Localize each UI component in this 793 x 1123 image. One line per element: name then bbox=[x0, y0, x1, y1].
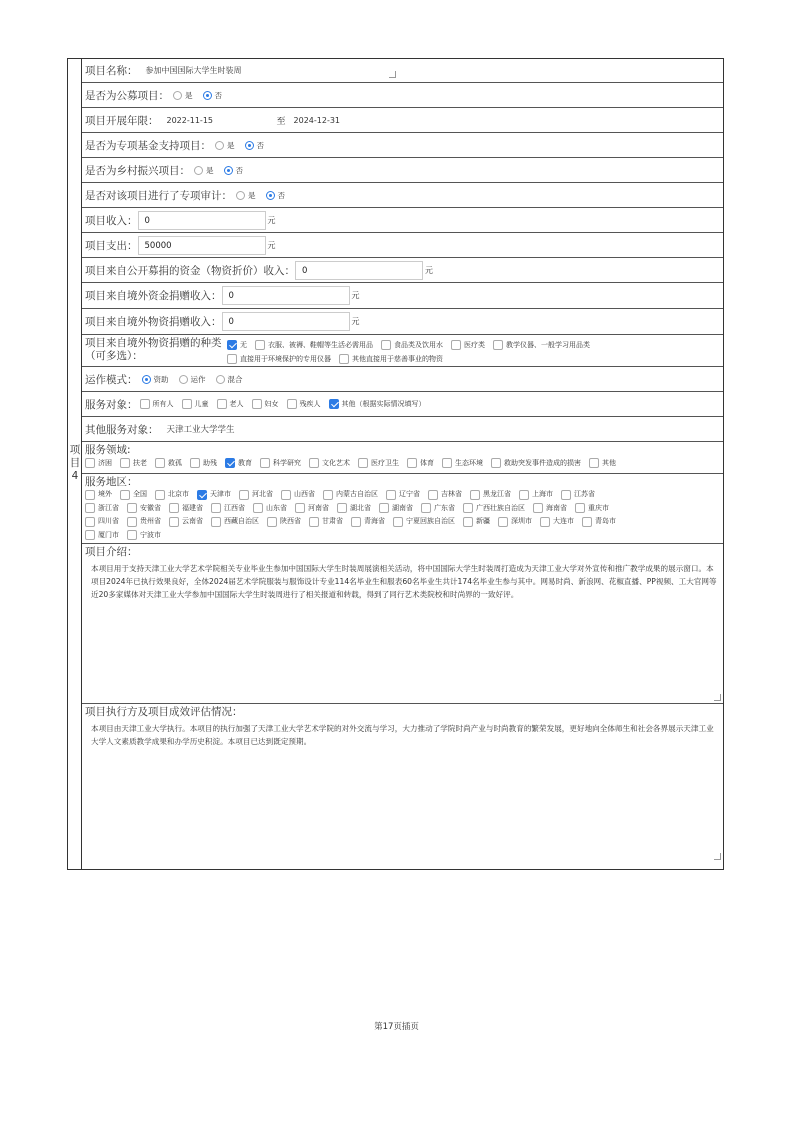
service-target-option-text: 儿童 bbox=[194, 400, 209, 408]
service-region-option[interactable] bbox=[470, 488, 519, 502]
rural-label: 是否为乡村振兴项目： bbox=[85, 164, 190, 177]
row-audit bbox=[82, 183, 723, 208]
service-region-checkbox[interactable] bbox=[295, 503, 305, 513]
service-region-option[interactable] bbox=[85, 515, 127, 529]
service-region-option-text: 宁夏回族自治区 bbox=[406, 517, 455, 525]
foreign-goods-label: 项目来自境外物资捐赠收入： bbox=[85, 316, 222, 328]
project-index-column bbox=[68, 59, 82, 869]
service-region-checkbox[interactable] bbox=[323, 490, 333, 500]
service-region-option[interactable] bbox=[253, 502, 295, 516]
service-region-checkbox[interactable] bbox=[463, 503, 473, 513]
service-region-checkbox[interactable] bbox=[393, 517, 403, 527]
goods-types-options bbox=[227, 335, 723, 366]
public-fund-unit: 元 bbox=[425, 265, 433, 275]
service-region-option[interactable] bbox=[169, 502, 211, 516]
foreign-money-input[interactable]: 0 bbox=[222, 286, 350, 305]
service-target-checkbox[interactable] bbox=[182, 399, 192, 409]
service-region-checkbox[interactable] bbox=[582, 517, 592, 527]
service-region-option-text: 江苏省 bbox=[574, 490, 595, 498]
service-region-option[interactable] bbox=[267, 515, 309, 529]
goods-type-option-text: 衣服、被褥、鞋帽等生活必需用品 bbox=[268, 341, 373, 349]
service-field-option-text: 医疗卫生 bbox=[371, 459, 399, 467]
intro-text[interactable]: 本项目用于支持天津工业大学艺术学院相关专业毕业生参加中国国际大学生时装周展演相关活动，将中国国际大学生时装周打造成为天津工业大学对外宣传和推广教学成果的展示窗口。本项目2024年已执行效果良好，全体2024届艺术学院服装与服饰设计专业114名毕业生和服表60名毕业生共计174名毕业生参与其中。网易时尚、新浪网、花椒直播、PP视频、工大官网等近20多家媒体对天津工业大学参加中国国际大学生时装周进行了相关报道和转载，得到了同行艺术类院校和时尚界的一致好评。 bbox=[91, 564, 717, 599]
service-region-option[interactable] bbox=[127, 502, 169, 516]
service-region-option[interactable] bbox=[519, 488, 561, 502]
service-region-option-text: 西藏自治区 bbox=[224, 517, 259, 525]
period-to: 至 bbox=[276, 116, 286, 127]
service-target-checkbox[interactable] bbox=[252, 399, 262, 409]
service-field-checkbox[interactable] bbox=[85, 458, 95, 468]
service-region-option-text: 天津市 bbox=[210, 490, 231, 498]
goods-type-option-text: 直接用于环境保护的专用仪器 bbox=[240, 355, 331, 363]
service-target-option[interactable] bbox=[252, 398, 287, 410]
evaluation-text[interactable]: 本项目由天津工业大学执行。本项目的执行加强了天津工业大学艺术学院的对外交流与学习，大力推动了学院时尚产业与时尚教育的繁荣发展，更好地向全体师生和社会各界展示天津工业大学人文素质教学成果和办学历史积淀。本项目已达到既定预期。 bbox=[91, 724, 714, 746]
operation-mode-radio-operate[interactable] bbox=[179, 375, 188, 384]
service-targets-options bbox=[140, 398, 434, 410]
service-field-option[interactable] bbox=[589, 456, 624, 470]
service-region-checkbox[interactable] bbox=[169, 517, 179, 527]
audit-label: 是否对该项目进行了专项审计： bbox=[85, 189, 232, 202]
service-region-checkbox[interactable] bbox=[337, 503, 347, 513]
row-project-name bbox=[82, 59, 723, 83]
goods-type-option-text: 其他直接用于慈善事业的物资 bbox=[352, 355, 443, 363]
service-region-checkbox[interactable] bbox=[211, 503, 221, 513]
service-region-checkbox[interactable] bbox=[281, 490, 291, 500]
service-region-option-text: 上海市 bbox=[532, 490, 553, 498]
rural-no-radio[interactable] bbox=[224, 166, 233, 175]
service-field-checkbox[interactable] bbox=[442, 458, 452, 468]
service-region-option[interactable] bbox=[211, 515, 267, 529]
service-target-option[interactable] bbox=[217, 398, 252, 410]
service-region-checkbox[interactable] bbox=[197, 490, 207, 500]
service-field-option-text: 其他 bbox=[602, 459, 616, 467]
public-raising-no-text: 否 bbox=[214, 90, 222, 100]
service-region-option-text: 甘肃省 bbox=[322, 517, 343, 525]
service-region-option-text: 福建省 bbox=[182, 503, 203, 512]
operation-mode-text-operate: 运作 bbox=[190, 374, 206, 384]
goods-types-label: 项目来自境外物资捐赠的种类（可多选）： bbox=[85, 337, 222, 362]
service-region-option-text: 陕西省 bbox=[280, 517, 301, 525]
service-region-option-text: 大连市 bbox=[553, 517, 574, 525]
service-field-checkbox[interactable] bbox=[589, 458, 599, 468]
goods-type-checkbox[interactable] bbox=[381, 340, 391, 350]
service-field-option-text: 教育 bbox=[238, 459, 252, 467]
other-targets-value[interactable]: 天津工业大学学生 bbox=[166, 425, 235, 435]
service-fields-label: 服务领域: bbox=[85, 444, 131, 456]
rural-no-text: 否 bbox=[235, 165, 243, 175]
service-region-option-text: 河北省 bbox=[252, 490, 273, 498]
goods-type-option[interactable] bbox=[255, 338, 381, 352]
service-region-option[interactable] bbox=[85, 502, 127, 516]
service-region-option-text: 湖北省 bbox=[350, 503, 371, 512]
service-region-option[interactable] bbox=[127, 515, 169, 529]
service-region-checkbox[interactable] bbox=[540, 517, 550, 527]
service-field-option[interactable] bbox=[407, 456, 442, 470]
service-region-option[interactable] bbox=[239, 488, 281, 502]
row-goods-types bbox=[82, 335, 723, 367]
service-region-option-text: 河南省 bbox=[308, 503, 329, 512]
service-field-option[interactable] bbox=[155, 456, 190, 470]
goods-type-checkbox[interactable] bbox=[493, 340, 503, 350]
service-region-checkbox[interactable] bbox=[470, 490, 480, 500]
income-input[interactable]: 0 bbox=[138, 211, 266, 230]
service-field-checkbox[interactable] bbox=[309, 458, 319, 468]
operation-mode-radio-mixed[interactable] bbox=[216, 375, 225, 384]
goods-type-checkbox[interactable] bbox=[255, 340, 265, 350]
service-target-option[interactable] bbox=[287, 398, 329, 410]
service-region-option-text: 黑龙江省 bbox=[483, 490, 511, 498]
row-other-targets bbox=[82, 417, 723, 442]
service-region-option[interactable] bbox=[120, 488, 155, 502]
service-region-option[interactable] bbox=[155, 488, 197, 502]
evaluation-label: 项目执行方及项目成效评估情况： bbox=[85, 706, 243, 718]
expense-label: 项目支出： bbox=[85, 239, 138, 252]
goods-type-option-text: 食品类及饮用水 bbox=[394, 341, 443, 349]
project-index-label: 项目4 bbox=[69, 444, 81, 482]
special-fund-label: 是否为专项基金支持项目： bbox=[85, 139, 211, 152]
service-region-checkbox[interactable] bbox=[85, 503, 95, 513]
service-target-option-text: 所有人 bbox=[152, 400, 174, 408]
service-region-option[interactable] bbox=[295, 502, 337, 516]
resize-handle-icon[interactable] bbox=[714, 694, 721, 701]
service-target-option-text: 其他（根据实际情况填写） bbox=[341, 400, 426, 408]
service-region-option[interactable] bbox=[575, 502, 617, 516]
public-fund-input[interactable]: 0 bbox=[295, 261, 423, 280]
service-fields-options bbox=[85, 456, 723, 470]
expense-input[interactable]: 50000 bbox=[138, 236, 266, 255]
service-region-option[interactable] bbox=[281, 488, 323, 502]
service-field-option[interactable] bbox=[309, 456, 358, 470]
row-service-fields bbox=[82, 442, 723, 474]
service-region-checkbox[interactable] bbox=[421, 503, 431, 513]
goods-type-option[interactable] bbox=[451, 338, 493, 352]
service-regions-options bbox=[85, 488, 723, 542]
foreign-goods-unit: 元 bbox=[351, 317, 360, 326]
special-fund-yes-radio[interactable] bbox=[215, 141, 224, 150]
service-region-checkbox[interactable] bbox=[155, 490, 165, 500]
public-raising-yes-text: 是 bbox=[185, 90, 193, 100]
service-field-checkbox[interactable] bbox=[155, 458, 165, 468]
service-region-option-text: 吉林省 bbox=[441, 490, 462, 498]
service-region-checkbox[interactable] bbox=[379, 503, 389, 513]
service-region-checkbox[interactable] bbox=[386, 490, 396, 500]
service-region-option[interactable] bbox=[309, 515, 351, 529]
service-field-option-text: 生态环境 bbox=[455, 459, 483, 467]
goods-type-checkbox[interactable] bbox=[227, 340, 237, 350]
service-field-option-text: 文化艺术 bbox=[322, 459, 350, 467]
operation-mode-text-mixed: 混合 bbox=[227, 374, 243, 384]
service-region-option[interactable] bbox=[582, 515, 624, 529]
service-region-option[interactable] bbox=[463, 515, 498, 529]
service-region-option-text: 广西壮族自治区 bbox=[476, 503, 525, 512]
resize-handle-icon[interactable] bbox=[389, 71, 396, 78]
service-region-checkbox[interactable] bbox=[561, 490, 571, 500]
service-region-option[interactable] bbox=[386, 488, 428, 502]
operation-mode-radio-grant[interactable] bbox=[142, 375, 151, 384]
service-region-option[interactable] bbox=[393, 515, 463, 529]
income-unit: 元 bbox=[267, 215, 276, 225]
goods-type-option[interactable] bbox=[227, 352, 339, 366]
service-field-option-text: 扶老 bbox=[133, 459, 147, 467]
service-field-option-text: 体育 bbox=[420, 459, 434, 467]
service-region-option-text: 海南省 bbox=[546, 503, 567, 512]
service-region-option-text: 四川省 bbox=[98, 517, 119, 525]
service-region-checkbox[interactable] bbox=[309, 517, 319, 527]
row-public-raising bbox=[82, 83, 723, 108]
service-region-checkbox[interactable] bbox=[428, 490, 438, 500]
row-intro bbox=[82, 544, 723, 704]
public-raising-no-radio[interactable] bbox=[203, 91, 212, 100]
service-region-option[interactable] bbox=[379, 502, 421, 516]
service-region-option[interactable] bbox=[337, 502, 379, 516]
rural-yes-text: 是 bbox=[206, 165, 214, 175]
row-rural bbox=[82, 158, 723, 183]
service-region-option-text: 宁波市 bbox=[140, 530, 161, 539]
page-footer: 第17页插页 bbox=[374, 1022, 419, 1032]
service-target-option[interactable] bbox=[182, 398, 217, 410]
service-region-option-text: 安徽省 bbox=[140, 503, 161, 512]
public-raising-label: 是否为公募项目： bbox=[85, 89, 169, 102]
goods-type-checkbox[interactable] bbox=[451, 340, 461, 350]
service-region-checkbox[interactable] bbox=[127, 517, 137, 527]
service-region-option[interactable] bbox=[463, 502, 533, 516]
foreign-goods-input[interactable]: 0 bbox=[222, 312, 350, 331]
row-service-regions bbox=[82, 474, 723, 544]
service-region-option-text: 山西省 bbox=[294, 490, 315, 498]
service-field-checkbox[interactable] bbox=[260, 458, 270, 468]
service-region-option-text: 重庆市 bbox=[588, 503, 609, 512]
service-region-option[interactable] bbox=[540, 515, 582, 529]
service-region-option[interactable] bbox=[351, 515, 393, 529]
service-target-checkbox[interactable] bbox=[329, 399, 339, 409]
service-region-checkbox[interactable] bbox=[267, 517, 277, 527]
row-income bbox=[82, 208, 723, 233]
service-target-checkbox[interactable] bbox=[287, 399, 297, 409]
service-region-checkbox[interactable] bbox=[253, 503, 263, 513]
service-region-option-text: 新疆 bbox=[476, 517, 490, 525]
service-region-checkbox[interactable] bbox=[519, 490, 529, 500]
service-region-checkbox[interactable] bbox=[239, 490, 249, 500]
service-region-option-text: 厦门市 bbox=[98, 530, 119, 539]
other-targets-label: 其他服务对象： bbox=[85, 423, 159, 436]
service-region-option-text: 山东省 bbox=[266, 503, 287, 512]
operation-mode-text-grant: 资助 bbox=[153, 374, 169, 384]
row-operation-mode bbox=[82, 367, 723, 392]
intro-label: 项目介绍： bbox=[85, 546, 138, 558]
service-field-option-text: 救助突发事件造成的损害 bbox=[504, 459, 581, 467]
audit-yes-text: 是 bbox=[248, 190, 256, 200]
income-label: 项目收入： bbox=[85, 214, 138, 227]
service-region-option-text: 辽宁省 bbox=[399, 490, 420, 498]
service-field-option[interactable] bbox=[491, 456, 589, 470]
service-region-checkbox[interactable] bbox=[211, 517, 221, 527]
project-name-value[interactable]: 参加中国国际大学生时装周 bbox=[145, 66, 242, 75]
service-target-checkbox[interactable] bbox=[140, 399, 150, 409]
row-public-fund bbox=[82, 258, 723, 283]
service-field-option-text: 助残 bbox=[203, 459, 217, 467]
service-target-option-text: 老人 bbox=[229, 400, 244, 408]
service-field-checkbox[interactable] bbox=[358, 458, 368, 468]
service-region-checkbox[interactable] bbox=[85, 530, 95, 540]
special-fund-yes-text: 是 bbox=[227, 140, 235, 150]
service-regions-label: 服务地区： bbox=[85, 476, 138, 488]
goods-type-option[interactable] bbox=[227, 338, 255, 352]
form-rows bbox=[82, 59, 723, 862]
service-region-option[interactable] bbox=[323, 488, 386, 502]
service-field-option[interactable] bbox=[358, 456, 407, 470]
goods-type-checkbox[interactable] bbox=[339, 354, 349, 364]
service-region-option[interactable] bbox=[498, 515, 540, 529]
row-evaluation bbox=[82, 704, 723, 862]
service-field-option[interactable] bbox=[85, 456, 120, 470]
operation-mode-label: 运作模式： bbox=[85, 373, 138, 386]
service-region-checkbox[interactable] bbox=[127, 503, 137, 513]
row-foreign-money bbox=[82, 283, 723, 309]
row-service-targets bbox=[82, 392, 723, 417]
service-region-checkbox[interactable] bbox=[85, 517, 95, 527]
expense-unit: 元 bbox=[267, 240, 276, 250]
special-fund-no-radio[interactable] bbox=[245, 141, 254, 150]
service-region-checkbox[interactable] bbox=[498, 517, 508, 527]
service-region-checkbox[interactable] bbox=[533, 503, 543, 513]
goods-type-checkbox[interactable] bbox=[227, 354, 237, 364]
service-region-checkbox[interactable] bbox=[575, 503, 585, 513]
service-field-option[interactable] bbox=[225, 456, 260, 470]
service-region-option[interactable] bbox=[561, 488, 603, 502]
public-raising-yes-radio[interactable] bbox=[173, 91, 182, 100]
service-region-option[interactable] bbox=[85, 488, 120, 502]
service-field-option-text: 救孤 bbox=[168, 459, 182, 467]
service-region-option-text: 青海省 bbox=[364, 517, 385, 525]
service-region-checkbox[interactable] bbox=[127, 530, 137, 540]
service-targets-label: 服务对象： bbox=[85, 398, 138, 411]
service-region-checkbox[interactable] bbox=[169, 503, 179, 513]
service-region-option[interactable] bbox=[533, 502, 575, 516]
service-region-option[interactable] bbox=[421, 502, 463, 516]
special-fund-no-text: 否 bbox=[256, 140, 264, 150]
service-region-option-text: 内蒙古自治区 bbox=[336, 490, 378, 498]
service-region-option-text: 湖南省 bbox=[392, 503, 413, 512]
service-field-option-text: 科学研究 bbox=[273, 459, 301, 467]
goods-type-option-text: 医疗类 bbox=[464, 341, 485, 349]
service-region-checkbox[interactable] bbox=[120, 490, 130, 500]
service-field-checkbox[interactable] bbox=[225, 458, 235, 468]
rural-yes-radio[interactable] bbox=[194, 166, 203, 175]
service-region-option[interactable] bbox=[169, 515, 211, 529]
row-expense bbox=[82, 233, 723, 258]
goods-type-option-text: 无 bbox=[240, 341, 247, 349]
service-field-option[interactable] bbox=[120, 456, 155, 470]
service-region-option-text: 境外 bbox=[98, 490, 112, 498]
period-start[interactable]: 2022-11-15 bbox=[166, 115, 213, 125]
row-special-fund bbox=[82, 133, 723, 158]
audit-no-radio[interactable] bbox=[266, 191, 275, 200]
service-region-option-text: 全国 bbox=[133, 490, 147, 498]
goods-type-option[interactable] bbox=[339, 352, 451, 366]
service-region-checkbox[interactable] bbox=[463, 517, 473, 527]
goods-type-option[interactable] bbox=[381, 338, 451, 352]
service-region-option[interactable] bbox=[127, 529, 169, 543]
service-region-option-text: 浙江省 bbox=[98, 503, 119, 512]
service-region-option-text: 江西省 bbox=[224, 503, 245, 512]
service-region-checkbox[interactable] bbox=[351, 517, 361, 527]
service-region-option[interactable] bbox=[211, 502, 253, 516]
service-region-option-text: 贵州省 bbox=[140, 517, 161, 525]
period-end[interactable]: 2024-12-31 bbox=[293, 115, 341, 125]
service-region-option[interactable] bbox=[428, 488, 470, 502]
project-form bbox=[67, 58, 724, 870]
service-target-option-text: 妇女 bbox=[264, 400, 279, 408]
service-region-option-text: 广东省 bbox=[434, 503, 455, 512]
foreign-money-unit: 元 bbox=[351, 291, 360, 300]
public-fund-label: 项目来自公开募捐的资金（物资折价）收入： bbox=[85, 264, 295, 277]
project-name-label: 项目名称： bbox=[85, 65, 138, 77]
service-region-option-text: 深圳市 bbox=[511, 517, 532, 525]
goods-type-option[interactable] bbox=[493, 338, 598, 352]
service-field-option[interactable] bbox=[442, 456, 491, 470]
service-region-checkbox[interactable] bbox=[85, 490, 95, 500]
period-label: 项目开展年限： bbox=[85, 114, 159, 127]
audit-no-text: 否 bbox=[277, 190, 285, 200]
service-field-option[interactable] bbox=[260, 456, 309, 470]
service-region-option-text: 青岛市 bbox=[595, 517, 616, 525]
service-field-checkbox[interactable] bbox=[120, 458, 130, 468]
service-field-checkbox[interactable] bbox=[491, 458, 501, 468]
service-field-checkbox[interactable] bbox=[407, 458, 417, 468]
service-field-option-text: 济困 bbox=[98, 459, 112, 467]
service-field-checkbox[interactable] bbox=[190, 458, 200, 468]
row-foreign-goods bbox=[82, 309, 723, 335]
service-region-option-text: 北京市 bbox=[168, 490, 189, 498]
service-region-option[interactable] bbox=[197, 488, 239, 502]
service-target-option[interactable] bbox=[140, 398, 182, 410]
service-target-option-text: 残疾人 bbox=[299, 400, 321, 408]
resize-handle-icon[interactable] bbox=[714, 853, 721, 860]
row-period bbox=[82, 108, 723, 133]
audit-yes-radio[interactable] bbox=[236, 191, 245, 200]
service-region-option[interactable] bbox=[85, 529, 127, 543]
foreign-money-label: 项目来自境外资金捐赠收入： bbox=[85, 290, 222, 302]
service-target-checkbox[interactable] bbox=[217, 399, 227, 409]
service-field-option[interactable] bbox=[190, 456, 225, 470]
goods-type-option-text: 教学仪器、一般学习用品类 bbox=[506, 341, 590, 349]
service-target-option[interactable] bbox=[329, 398, 434, 410]
service-region-option-text: 云南省 bbox=[182, 517, 203, 525]
